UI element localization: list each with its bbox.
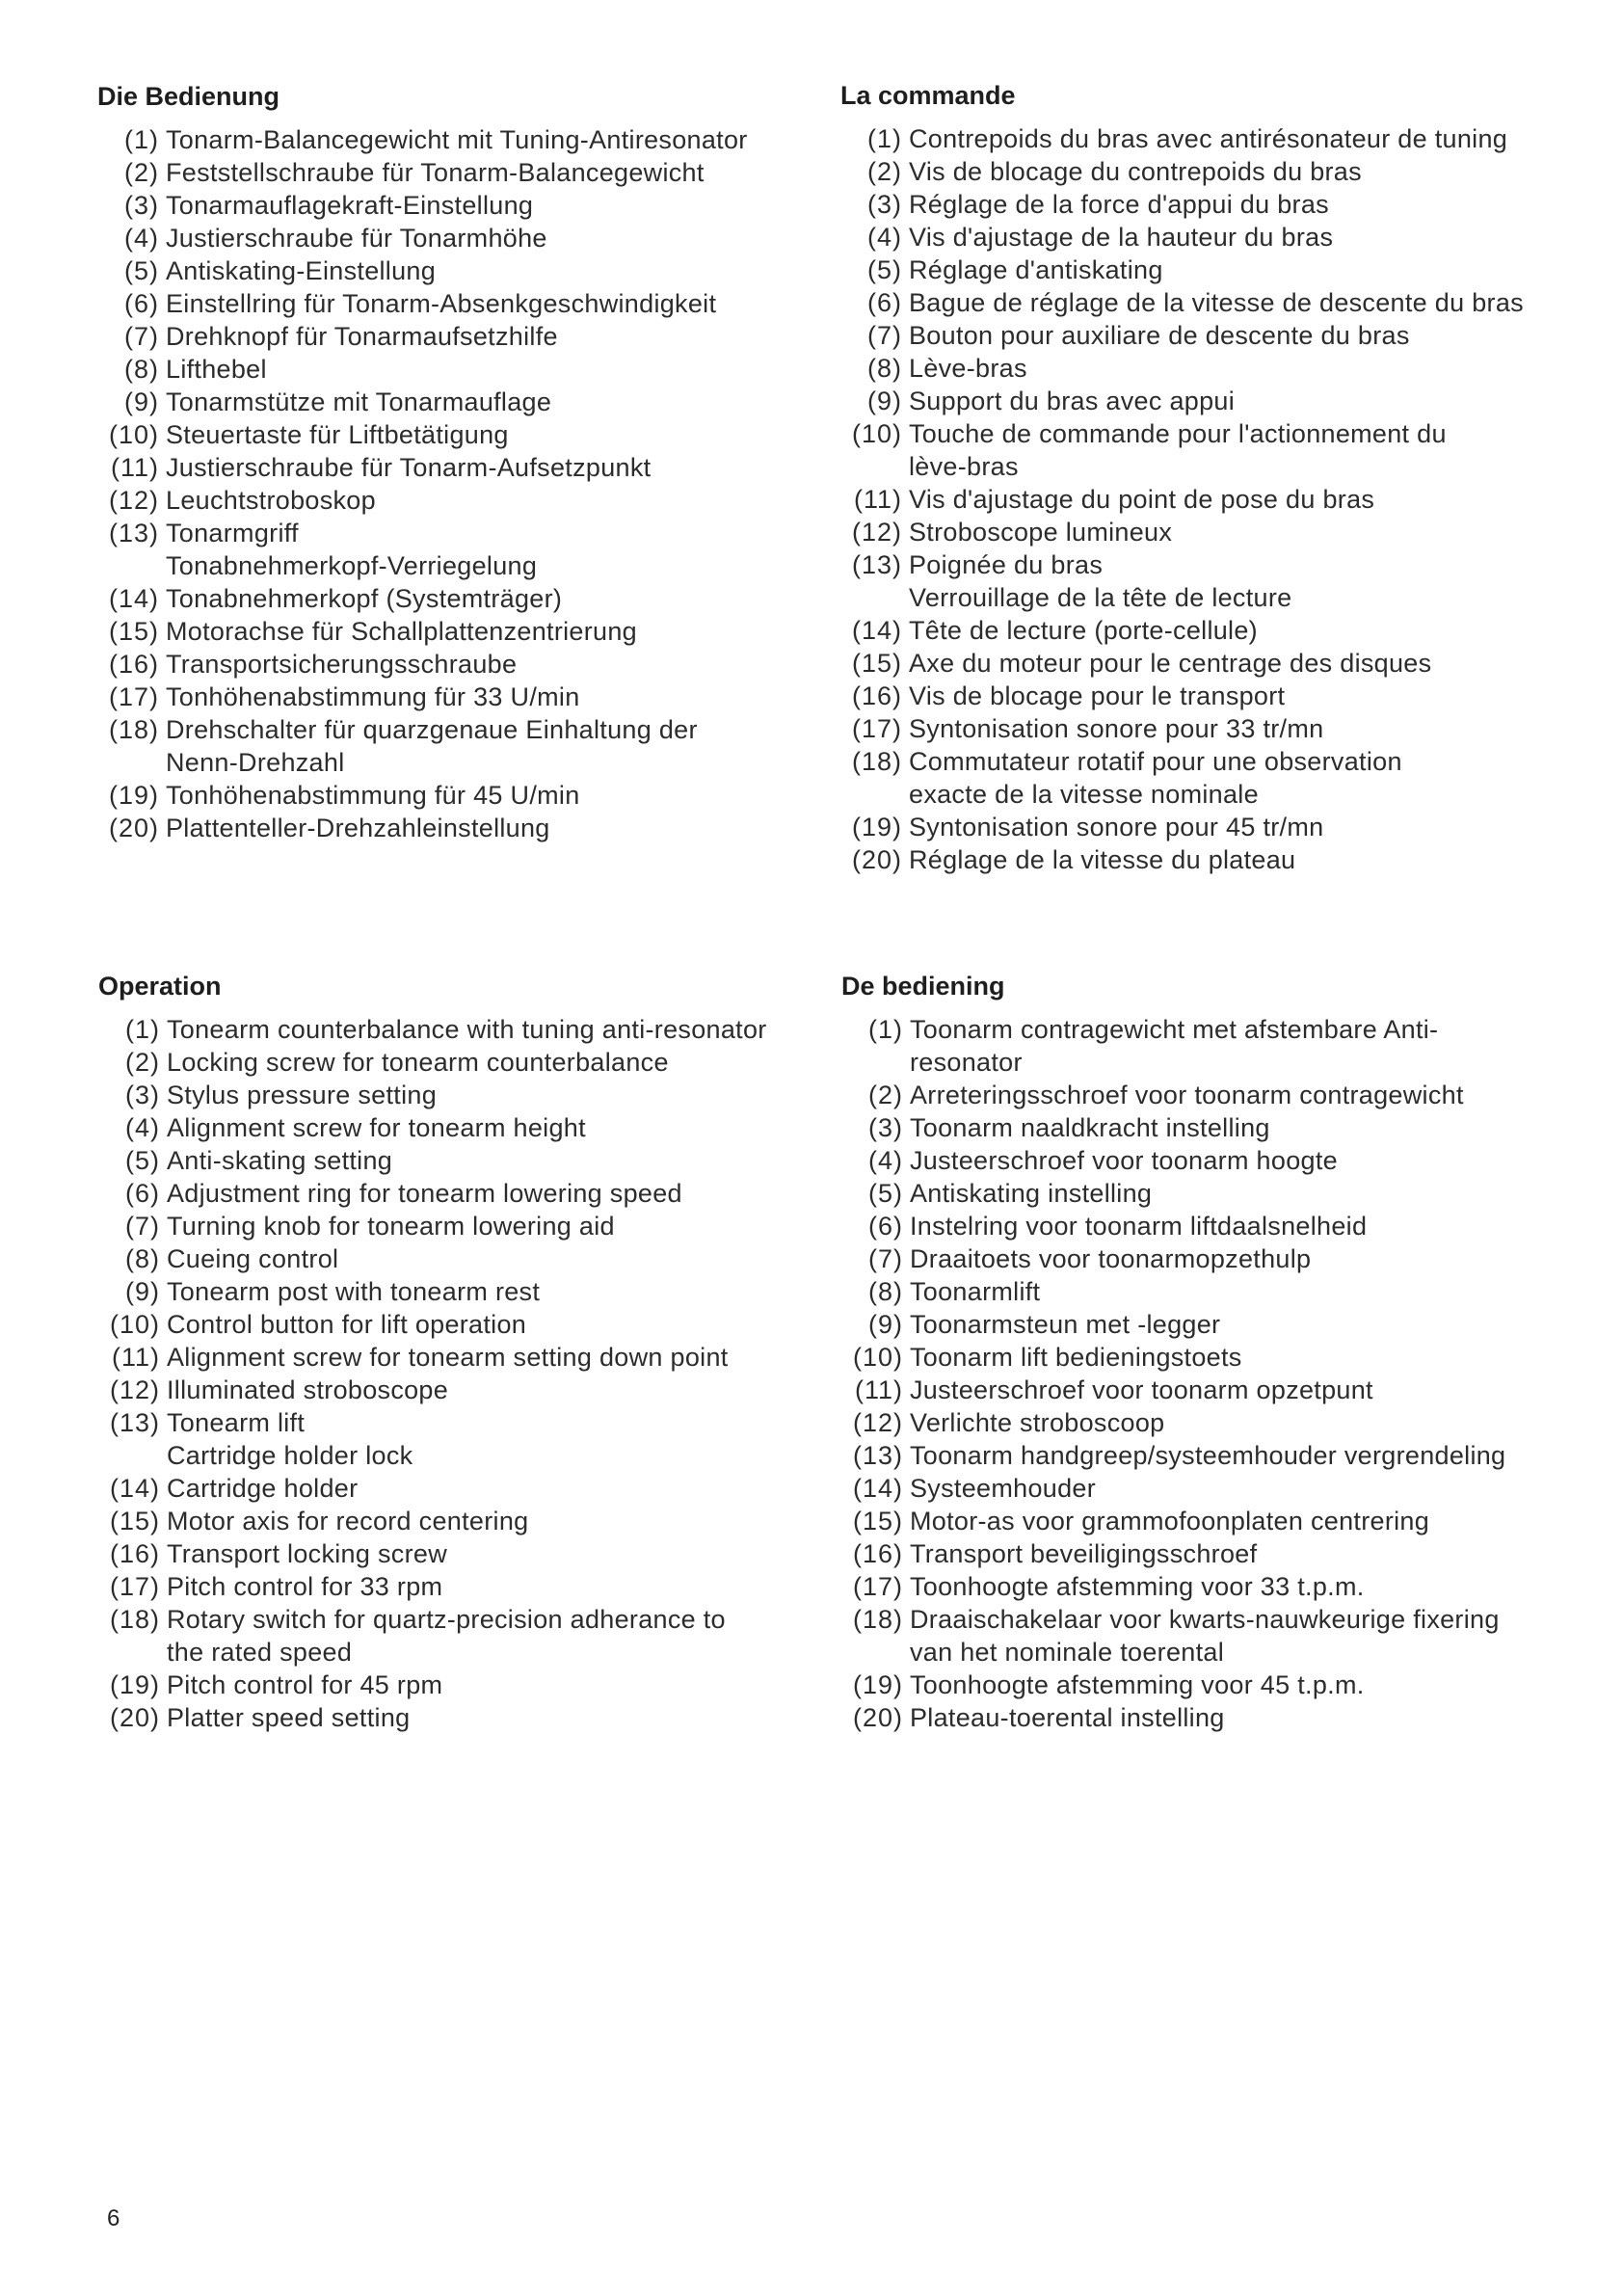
list-item	[97, 681, 830, 713]
list-item	[841, 1341, 1574, 1374]
item-text: Vis de blocage pour le transport	[909, 681, 1286, 710]
list-item	[841, 1472, 1574, 1505]
item-text: Locking screw for tonearm counterbalance	[167, 1048, 669, 1077]
list-item	[840, 122, 1573, 155]
list-item	[840, 745, 1573, 811]
item-text: Alignment screw for tonearm height	[167, 1113, 586, 1142]
item-number: (18)	[108, 715, 159, 744]
item-number: (14)	[852, 1474, 903, 1503]
item-number: (6)	[868, 1212, 903, 1241]
item-number: (5)	[868, 1179, 903, 1208]
item-text: Tonarmstütze mit Tonarmauflage	[166, 387, 552, 416]
item-text: Réglage d'antiskating	[909, 255, 1163, 284]
section-heading: Operation	[98, 972, 222, 1001]
item-text: Support du bras avec appui	[909, 387, 1236, 415]
item-text: Tête de lecture (porte-cellule)	[909, 616, 1258, 645]
item-number: (4)	[125, 1113, 160, 1142]
item-number: (20)	[108, 814, 159, 842]
list-item	[840, 417, 1573, 483]
list-item	[97, 779, 830, 812]
list-item	[98, 1046, 831, 1079]
list-item	[840, 155, 1573, 188]
list-item	[841, 1374, 1574, 1406]
item-text: Alignment screw for tonearm setting down point	[167, 1343, 729, 1372]
item-number: (18)	[109, 1605, 160, 1634]
list-item	[840, 516, 1573, 548]
item-text: Contrepoids du bras avec antirésonateur de tuning	[909, 124, 1508, 153]
item-text: Motorachse für Schallplattenzentrierung	[166, 617, 637, 646]
item-text: Justeerschroef voor toonarm hoogte	[910, 1146, 1338, 1175]
item-text: Drehschalter für quarzgenaue Einhaltung der Nenn-Drehzahl	[166, 715, 698, 777]
list-item	[98, 1406, 831, 1472]
item-number: (3)	[867, 190, 902, 219]
item-number: (13)	[852, 1441, 903, 1470]
item-text: Tonarmauflagekraft-Einstellung	[166, 191, 534, 220]
item-text: Tonarmgriff Tonabnehmerkopf-Verriegelung	[166, 519, 538, 580]
item-number: (4)	[867, 223, 902, 252]
item-text: Tonhöhenabstimmung für 33 U/min	[166, 682, 580, 711]
item-number: (14)	[851, 616, 902, 645]
item-text: Syntonisation sonore pour 45 tr/mn	[909, 813, 1324, 841]
item-text: Motor-as voor grammofoonplaten centrering	[910, 1507, 1430, 1535]
item-number: (11)	[111, 1343, 160, 1372]
item-text: Stroboscope lumineux	[909, 518, 1173, 547]
list-item	[841, 1308, 1574, 1341]
item-text: Pitch control for 45 rpm	[167, 1670, 443, 1699]
item-text: Syntonisation sonore pour 33 tr/mn	[909, 714, 1324, 743]
item-text: Tonabnehmerkopf (Systemträger)	[166, 584, 563, 613]
list-item	[98, 1570, 831, 1603]
list-item	[840, 614, 1573, 647]
item-number: (8)	[124, 355, 159, 384]
item-text: Rotary switch for quartz-precision adherance to the rated speed	[167, 1605, 726, 1667]
item-text: Tonhöhenabstimmung für 45 U/min	[166, 781, 580, 810]
item-number: (15)	[852, 1507, 903, 1535]
item-number: (12)	[109, 1375, 160, 1404]
list-item	[840, 548, 1573, 614]
list-item	[98, 1505, 831, 1537]
item-number: (1)	[124, 125, 159, 154]
list-item	[97, 418, 830, 451]
item-number: (15)	[109, 1507, 160, 1535]
item-number: (7)	[124, 322, 159, 351]
item-number: (19)	[852, 1670, 903, 1699]
list-item	[841, 1210, 1574, 1242]
item-number: (17)	[852, 1572, 903, 1601]
list-item	[841, 1570, 1574, 1603]
item-text: Vis d'ajustage de la hauteur du bras	[909, 223, 1334, 252]
list-item	[97, 582, 830, 615]
item-number: (10)	[109, 1310, 160, 1339]
item-text: Réglage de la vitesse du plateau	[909, 845, 1296, 874]
list-item	[98, 1144, 831, 1177]
list-item	[841, 1669, 1574, 1701]
item-text: Systeemhouder	[910, 1474, 1097, 1503]
item-number: (12)	[852, 1408, 903, 1437]
item-text: Transportsicherungsschraube	[166, 650, 518, 679]
item-number: (2)	[868, 1081, 903, 1109]
item-text: Toonarm lift bedieningstoets	[910, 1343, 1242, 1372]
list-item	[97, 123, 830, 156]
list-item	[98, 1242, 831, 1275]
item-text: Toonarm handgreep/systeemhouder vergrendeling	[910, 1441, 1506, 1470]
item-number: (4)	[868, 1146, 903, 1175]
item-text: Draaitoets voor toonarmopzethulp	[910, 1244, 1312, 1273]
item-number: (16)	[108, 650, 159, 679]
item-number: (7)	[868, 1244, 903, 1273]
item-text: Lève-bras	[909, 354, 1027, 383]
item-number: (13)	[109, 1408, 160, 1437]
item-text: Transport beveiligingsschroef	[910, 1539, 1258, 1568]
list-item	[840, 680, 1573, 712]
item-text: Illuminated stroboscope	[167, 1375, 449, 1404]
item-text: Verlichte stroboscoop	[910, 1408, 1165, 1437]
list-item	[840, 286, 1573, 319]
item-text: Cartridge holder	[167, 1474, 359, 1503]
item-list	[840, 122, 1573, 876]
list-item	[97, 156, 830, 189]
item-number: (10)	[851, 419, 902, 448]
list-item	[97, 386, 830, 418]
list-item	[98, 1603, 831, 1669]
list-item	[97, 254, 830, 287]
item-number: (3)	[124, 191, 159, 220]
item-text: Tonearm lift Cartridge holder lock	[167, 1408, 413, 1470]
list-item	[840, 843, 1573, 876]
item-number: (15)	[108, 617, 159, 646]
section-heading: La commande	[840, 81, 1016, 110]
item-text: Plateau-toerental instelling	[910, 1703, 1225, 1732]
item-number: (10)	[852, 1343, 903, 1372]
item-number: (20)	[851, 845, 902, 874]
item-number: (19)	[851, 813, 902, 841]
item-text: Anti-skating setting	[167, 1146, 393, 1175]
item-text: Turning knob for tonearm lowering aid	[167, 1212, 615, 1241]
list-item	[98, 1537, 831, 1570]
section-english	[98, 971, 831, 1734]
item-number: (19)	[109, 1670, 160, 1699]
page-number: 6	[107, 2205, 120, 2231]
item-list	[97, 123, 830, 844]
item-number: (11)	[110, 453, 159, 482]
item-text: Arreteringsschroef voor toonarm contragewicht	[910, 1081, 1464, 1109]
item-text: Toonarm contragewicht met afstembare Anti- resonator	[910, 1015, 1439, 1077]
item-number: (2)	[124, 158, 159, 187]
item-number: (7)	[125, 1212, 160, 1241]
item-number: (14)	[108, 584, 159, 613]
item-number: (6)	[867, 288, 902, 317]
list-item	[841, 1275, 1574, 1308]
item-number: (9)	[868, 1310, 903, 1339]
item-number: (15)	[851, 649, 902, 678]
item-number: (11)	[854, 1375, 903, 1404]
item-number: (6)	[125, 1179, 160, 1208]
section-french	[840, 80, 1573, 876]
item-text: Instelring voor toonarm liftdaalsnelheid	[910, 1212, 1368, 1241]
item-text: Drehknopf für Tonarmaufsetzhilfe	[166, 322, 558, 351]
item-number: (17)	[109, 1572, 160, 1601]
section-german	[97, 81, 830, 844]
item-text: Motor axis for record centering	[167, 1507, 529, 1535]
item-text: Antiskating-Einstellung	[166, 256, 437, 285]
item-number: (4)	[124, 224, 159, 253]
item-number: (2)	[125, 1048, 160, 1077]
item-text: Toonhoogte afstemming voor 45 t.p.m.	[910, 1670, 1365, 1699]
item-number: (1)	[868, 1015, 903, 1044]
item-text: Einstellring für Tonarm-Absenkgeschwindigkeit	[166, 289, 717, 318]
item-text: Toonarm naaldkracht instelling	[910, 1113, 1270, 1142]
list-item	[841, 1701, 1574, 1734]
item-number: (17)	[108, 682, 159, 711]
item-text: Toonarmlift	[910, 1277, 1041, 1306]
list-item	[841, 1406, 1574, 1439]
list-item	[97, 320, 830, 353]
list-item	[841, 1439, 1574, 1472]
list-item	[98, 1669, 831, 1701]
list-item	[841, 1505, 1574, 1537]
item-text: Transport locking screw	[167, 1539, 447, 1568]
list-item	[841, 1603, 1574, 1669]
item-number: (9)	[867, 387, 902, 415]
list-item	[97, 451, 830, 484]
list-item	[97, 517, 830, 582]
list-item	[841, 1079, 1574, 1111]
list-item	[840, 712, 1573, 745]
list-item	[98, 1210, 831, 1242]
list-item	[840, 352, 1573, 385]
item-text: Antiskating instelling	[910, 1179, 1153, 1208]
item-number: (6)	[124, 289, 159, 318]
item-text: Leuchtstroboskop	[166, 486, 376, 515]
list-item	[841, 1242, 1574, 1275]
item-text: Platter speed setting	[167, 1703, 411, 1732]
item-number: (8)	[868, 1277, 903, 1306]
list-item	[97, 189, 830, 222]
list-item	[98, 1472, 831, 1505]
list-item	[98, 1079, 831, 1111]
item-list	[98, 1013, 831, 1734]
item-number: (16)	[851, 681, 902, 710]
item-number: (5)	[867, 255, 902, 284]
item-number: (11)	[853, 485, 902, 514]
item-text: Control button for lift operation	[167, 1310, 527, 1339]
item-text: Poignée du bras Verrouillage de la tête de lecture	[909, 550, 1292, 612]
list-item	[97, 713, 830, 779]
item-number: (3)	[125, 1081, 160, 1109]
item-text: Plattenteller-Drehzahleinstellung	[166, 814, 550, 842]
item-text: Bague de réglage de la vitesse de descente du bras	[909, 288, 1524, 317]
item-text: Draaischakelaar voor kwarts-nauwkeurige fixering van het nominale toerental	[910, 1605, 1500, 1667]
item-text: Commutateur rotatif pour une observation exacte de la vitesse nominale	[909, 747, 1402, 809]
item-list	[841, 1013, 1574, 1734]
item-number: (5)	[124, 256, 159, 285]
item-number: (1)	[125, 1015, 160, 1044]
section-dutch	[841, 971, 1574, 1734]
item-text: Tonarm-Balancegewicht mit Tuning-Antiresonator	[166, 125, 748, 154]
item-number: (3)	[868, 1113, 903, 1142]
item-text: Pitch control for 33 rpm	[167, 1572, 443, 1601]
list-item	[841, 1177, 1574, 1210]
list-item	[97, 615, 830, 648]
item-text: Justeerschroef voor toonarm opzetpunt	[910, 1375, 1373, 1404]
list-item	[841, 1144, 1574, 1177]
list-item	[840, 254, 1573, 286]
list-item	[98, 1275, 831, 1308]
list-item	[98, 1701, 831, 1734]
list-item	[97, 484, 830, 517]
list-item	[841, 1111, 1574, 1144]
item-number: (12)	[108, 486, 159, 515]
list-item	[840, 221, 1573, 254]
list-item	[840, 811, 1573, 843]
item-text: Axe du moteur pour le centrage des disques	[909, 649, 1432, 678]
section-heading: Die Bedienung	[97, 82, 280, 111]
item-number: (17)	[851, 714, 902, 743]
list-item	[98, 1374, 831, 1406]
item-text: Adjustment ring for tonearm lowering speed	[167, 1179, 682, 1208]
item-number: (1)	[867, 124, 902, 153]
item-text: Réglage de la force d'appui du bras	[909, 190, 1329, 219]
item-number: (9)	[124, 387, 159, 416]
item-number: (2)	[867, 157, 902, 186]
list-item	[840, 319, 1573, 352]
item-text: Toonhoogte afstemming voor 33 t.p.m.	[910, 1572, 1365, 1601]
section-heading: De bediening	[841, 972, 1005, 1001]
list-item	[98, 1177, 831, 1210]
item-number: (14)	[109, 1474, 160, 1503]
list-item	[98, 1308, 831, 1341]
item-number: (13)	[851, 550, 902, 579]
list-item	[97, 222, 830, 254]
item-text: Tonearm counterbalance with tuning anti-resonator	[167, 1015, 767, 1044]
list-item	[97, 353, 830, 386]
item-number: (12)	[851, 518, 902, 547]
item-number: (8)	[125, 1244, 160, 1273]
item-number: (16)	[109, 1539, 160, 1568]
item-text: Touche de commande pour l'actionnement du lève-bras	[909, 419, 1447, 481]
item-number: (20)	[109, 1703, 160, 1732]
list-item	[97, 287, 830, 320]
item-number: (13)	[108, 519, 159, 547]
item-text: Bouton pour auxiliare de descente du bras	[909, 321, 1410, 350]
list-item	[97, 648, 830, 681]
list-item	[840, 385, 1573, 417]
list-item	[98, 1013, 831, 1046]
item-text: Toonarmsteun met -legger	[910, 1310, 1221, 1339]
list-item	[98, 1341, 831, 1374]
list-item	[840, 483, 1573, 516]
list-item	[840, 647, 1573, 680]
item-number: (10)	[108, 420, 159, 449]
item-text: Lifthebel	[166, 355, 267, 384]
list-item	[841, 1537, 1574, 1570]
item-text: Feststellschraube für Tonarm-Balancegewicht	[166, 158, 705, 187]
item-number: (5)	[125, 1146, 160, 1175]
item-text: Vis d'ajustage du point de pose du bras	[909, 485, 1375, 514]
list-item	[98, 1111, 831, 1144]
list-item	[840, 188, 1573, 221]
item-text: Justierschraube für Tonarmhöhe	[166, 224, 547, 253]
item-text: Tonearm post with tonearm rest	[167, 1277, 541, 1306]
list-item	[97, 812, 830, 844]
item-text: Cueing control	[167, 1244, 339, 1273]
item-number: (7)	[867, 321, 902, 350]
item-number: (16)	[852, 1539, 903, 1568]
item-text: Stylus pressure setting	[167, 1081, 438, 1109]
item-number: (20)	[852, 1703, 903, 1732]
item-number: (19)	[108, 781, 159, 810]
item-number: (8)	[867, 354, 902, 383]
list-item	[841, 1013, 1574, 1079]
item-text: Steuertaste für Liftbetätigung	[166, 420, 509, 449]
item-text: Justierschraube für Tonarm-Aufsetzpunkt	[166, 453, 652, 482]
item-number: (9)	[125, 1277, 160, 1306]
item-number: (18)	[851, 747, 902, 776]
item-number: (18)	[852, 1605, 903, 1634]
item-text: Vis de blocage du contrepoids du bras	[909, 157, 1362, 186]
